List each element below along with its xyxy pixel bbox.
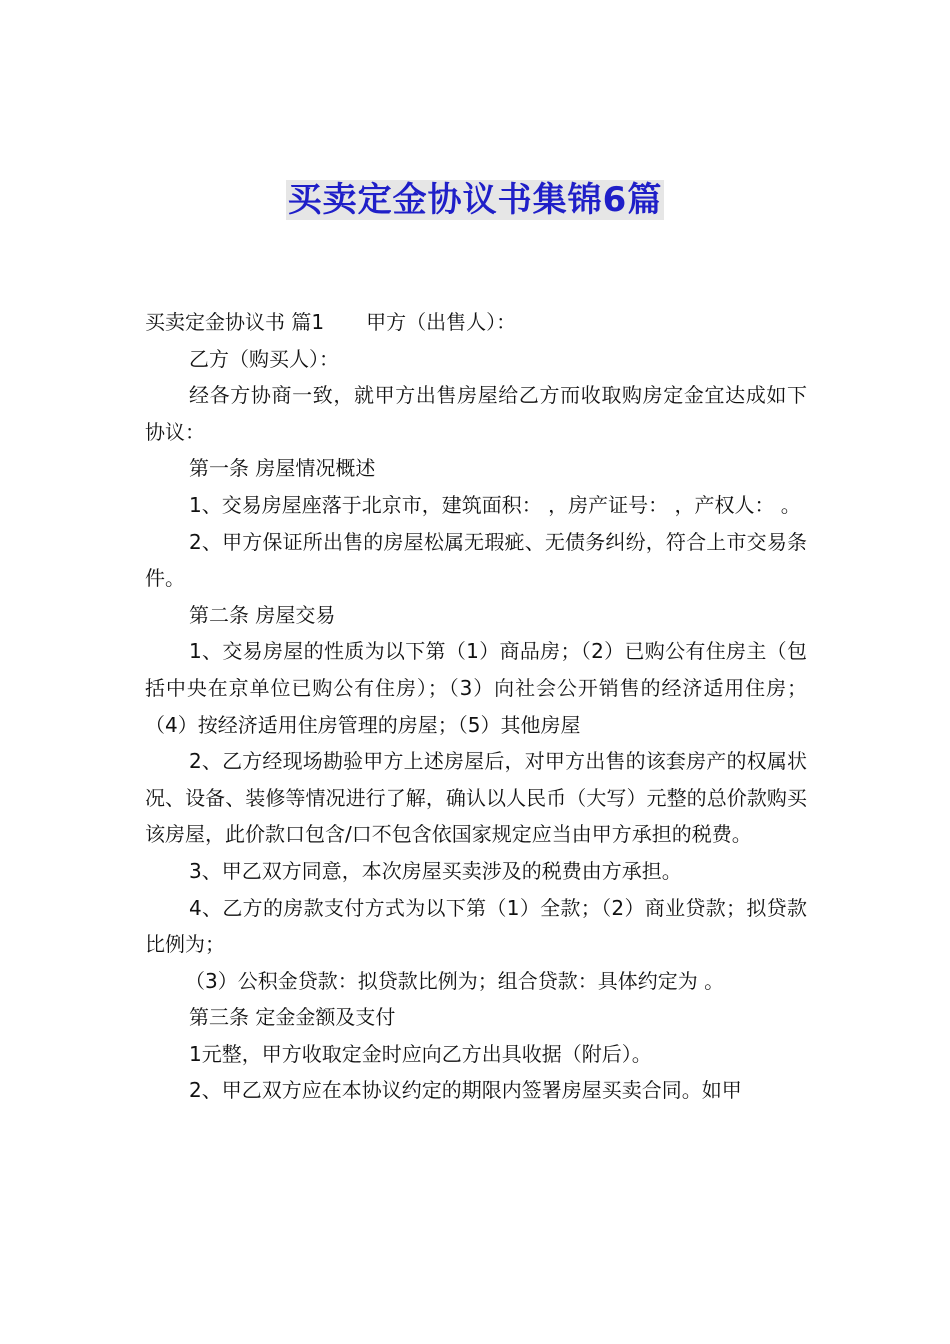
document-body	[145, 304, 807, 1109]
paragraph: （3）公积金贷款：拟贷款比例为；组合贷款：具体约定为 。	[185, 968, 725, 993]
paragraph: 2、甲方保证所出售的房屋松属无瑕疵、无债务纠纷，符合上市交易条件。	[145, 529, 807, 591]
paragraph: 4、乙方的房款支付方式为以下第（1）全款；（2）商业贷款；拟贷款比例为；	[145, 895, 807, 957]
paragraph: 经各方协商一致，就甲方出售房屋给乙方而收取购房定金宜达成如下协议：	[145, 383, 807, 444]
paragraph: 1元整，甲方收取定金时应向乙方出具收据（附后）。	[189, 1041, 652, 1066]
paragraph: 1、交易房屋座落于北京市，建筑面积： ，房产证号： ，产权人： 。	[189, 492, 801, 517]
article-heading: 第三条 定金金额及支付	[189, 1005, 396, 1030]
document-title-text: 买卖定金协议书集锦6篇	[287, 180, 663, 220]
paragraph: 2、乙方经现场勘验甲方上述房屋后，对甲方出售的该套房产的权属状况、设备、装修等情况进行了解，确认以人民币（大写）元整的总价款购买该房屋，此价款口包含/口不包含依国家规定应当由甲方承担的税费。	[145, 749, 807, 847]
party-a-label: 甲方（出售人）：	[366, 310, 517, 334]
paragraph: 2、甲乙双方应在本协议约定的期限内签署房屋买卖合同。如甲	[189, 1078, 742, 1103]
section-heading: 买卖定金协议书 篇1	[145, 310, 325, 334]
first-line	[145, 304, 807, 341]
paragraph: 1、交易房屋的性质为以下第（1）商品房；（2）已购公有住房主（包括中央在京单位已购公有住房）；（3）向社会公开销售的经济适用住房；（4）按经济适用住房管理的房屋；（5）其他房屋	[145, 639, 807, 737]
paragraph: 乙方（购买人）：	[189, 346, 339, 371]
document-title	[0, 178, 950, 222]
article-heading: 第二条 房屋交易	[189, 602, 336, 627]
paragraph: 3、甲乙双方同意，本次房屋买卖涉及的税费由方承担。	[189, 858, 682, 883]
article-heading: 第一条 房屋情况概述	[189, 456, 376, 481]
